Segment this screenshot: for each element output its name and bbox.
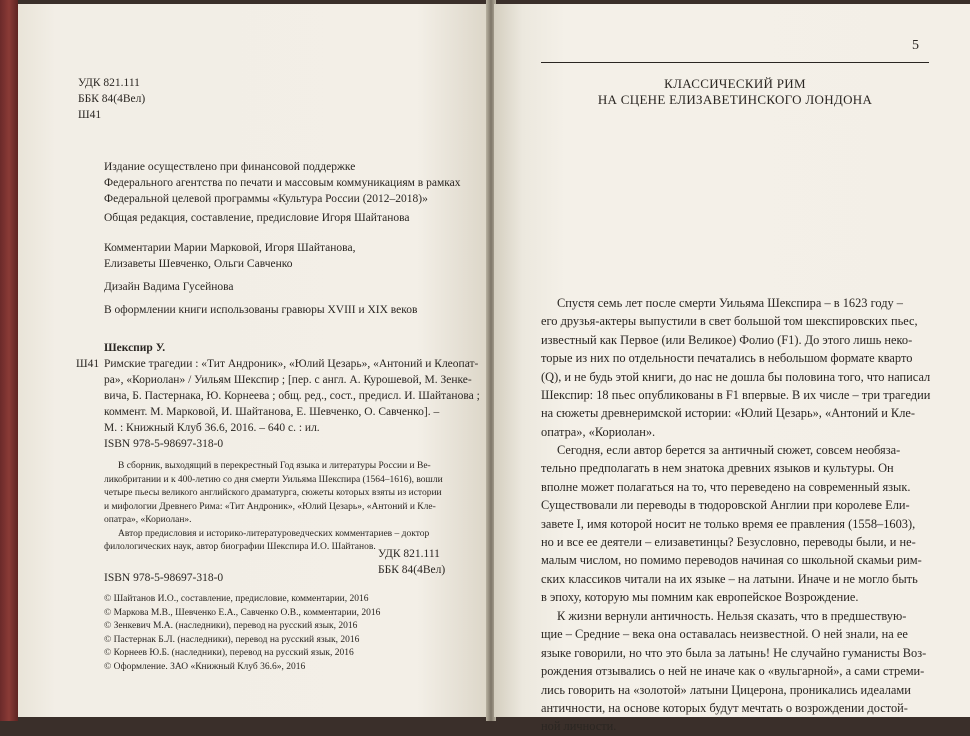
annotation: В сборник, выходящий в перекрестный Год языка и литературы России и Ве- ликобритании и к 400-летию со дня смерти Уильяма Шекспира (1564–1616), вошли четыре пьесы великого английского драматурга, сюжеты которых взяты из истории и мифологии Древнего Рима: «Тит Андроник», «Юлий Цезарь», «Антоний и Кле- опатра», «Кориолан». Автор предисловия и историко-литературоведческих комментариев – доктор филологических наук, автор биографии Шекспира И.О. Шайтанов. <box>104 461 443 552</box>
catalog-codes <box>78 75 145 123</box>
header-rule <box>541 62 929 63</box>
copyright-block: © Шайтанов И.О., составление, предисловие, комментарии, 2016 © Маркова М.В., Шевченко Е.А., Савченко О.В., комментарии, 2016 © Зенкевич М.А. (наследники), перевод на русский язык, 2016 © Пастернак Б.Л. (наследники), перевод на русский язык, 2016 © Корнеев Ю.Б. (наследники), перевод на русский язык, 2016 © Оформление. ЗАО «Книжный Клуб 36.6», 2016 <box>104 594 381 672</box>
catalog-entry: Римские трагедии : «Тит Андроник», «Юлий Цезарь», «Антоний и Клеопат- ра», «Кориолан» / Уильям Шекспир ; [пер. с англ. А. Курошевой, М. Зенке- вича, Б. Пастернака, Ю. Корнеева ; общ. ред., сост., предисл. И. Шайтанова ; коммент. М. Марковой, И. Шайтанова, Е. Шевченко, О. Савченко]. – М. : Книжный Клуб 36.6, 2016. – 640 с. : ил. <box>104 358 480 434</box>
body-paragraph-1: Спустя семь лет после смерти Уильяма Шекспира – в 1623 году – его друзья-актеры выпустили в свет большой том шекспировских пьес, известный как Первое (или Великое) Фолио (F1). До этого лишь неко- торые из них по отдельности печатались в небольшом формате кварто (Q), и не будь этой книги, до нас не дошла бы половина того, что написал Шекспир: 18 пьес опубликованы в F1 впервые. В их числе – три трагедии на сюжеты древнеримской истории: «Юлий Цезарь», «Антоний и Кле- опатра», «Кориолан». <box>541 296 931 439</box>
body-paragraph-2: Сегодня, если автор берется за античный сюжет, совсем необяза- тельно предполагать в нем знатока древних языков и культуры. Он вполне может полагаться на то, что переведено на современный язык. Существовали ли переводы в тюдоровской Англии при королеве Ели- завете I, имя которой носит не только время ее правления (1558–1603), но и все ее деятели – елизаветинцы? Безусловно, переводы были, и не- малым числом, но помимо переводов начиная со школьной скамьи рим- ских классиков читали на их языке – на латыни. Иначе и не могло быть в эпоху, которую мы помним как европейское Возрождение. <box>541 443 922 605</box>
engravings-note: В оформлении книги использованы гравюры XVIII и XIX веков <box>104 304 418 316</box>
funding-note: Издание осуществлено при финансовой поддержке Федерального агентства по печати и массовым коммуникациям в рамках Федеральной целевой программы «Культура России (2012–2018)» <box>104 161 461 205</box>
comments-credit: Комментарии Марии Марковой, Игоря Шайтанова, Елизаветы Шевченко, Ольги Савченко <box>104 242 356 270</box>
design-credit: Дизайн Вадима Гусейнова <box>104 281 234 293</box>
book-cover-edge <box>0 0 18 721</box>
isbn-top: ISBN 978-5-98697-318-0 <box>104 438 224 450</box>
chapter-title: КЛАССИЧЕСКИЙ РИМ НА СЦЕНЕ ЕЛИЗАВЕТИНСКОГО ЛОНДОНА <box>597 76 873 107</box>
left-page <box>18 4 488 717</box>
right-page <box>494 4 970 734</box>
page-number: 5 <box>912 38 919 53</box>
catalog-code-margin: Ш41 <box>76 358 100 370</box>
author-heading: Шекспир У. <box>104 342 166 354</box>
author-code: Ш41 <box>78 109 102 121</box>
general-editor-credit: Общая редакция, составление, предисловие Игоря Шайтанова <box>104 212 410 224</box>
udk-code: УДК 821.111 <box>78 77 140 89</box>
catalog-codes-bottom: УДК 821.111 ББК 84(4Вел) <box>378 548 446 576</box>
bbk-code: ББК 84(4Вел) <box>78 93 146 105</box>
isbn-bottom: ISBN 978-5-98697-318-0 <box>104 572 224 584</box>
body-paragraph-3: К жизни вернули античность. Нельзя сказать, что в предшествую- щие – Средние – века она оставалась неизвестной. О ней знали, на ее языке говорили, но что это была за латынь! Не случайно гуманисты Воз- рождения отзывались о ней не иначе как о «вульгарной», а сами стреми- лись говорить на «золотой» латыни Цицерона, проникались идеалами античности, на основе которых будут мечтать о возрождении достой- ной личности. <box>541 609 927 734</box>
